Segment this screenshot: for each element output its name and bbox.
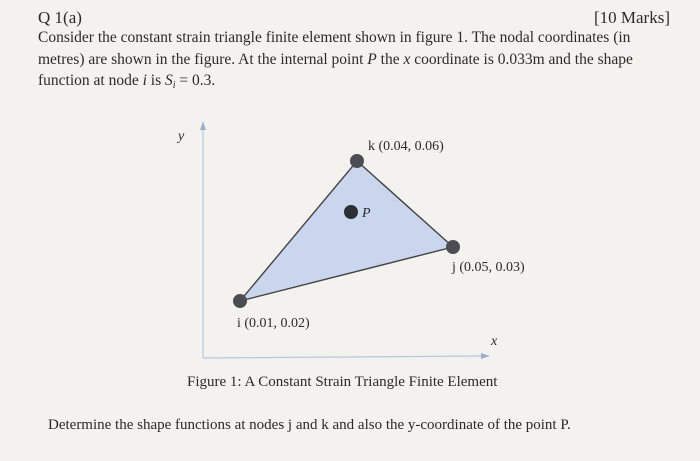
node-j-label: j (0.05, 0.03) bbox=[452, 260, 525, 275]
node-i-label: i (0.01, 0.02) bbox=[237, 316, 310, 331]
text-part-4: is bbox=[146, 72, 166, 89]
text-point-p: P bbox=[367, 50, 377, 68]
y-axis-arrow bbox=[200, 121, 206, 130]
text-s: S bbox=[165, 72, 173, 89]
text-part-5: = 0.3. bbox=[175, 72, 216, 89]
text-part-3: coordinate is 0.033m and the shape function at node bbox=[38, 50, 633, 89]
figure-caption: Figure 1: A Constant Strain Triangle Finite Element bbox=[187, 374, 498, 390]
node-k-label: k (0.04, 0.06) bbox=[368, 139, 444, 154]
point-p-label: P bbox=[362, 206, 371, 221]
x-axis bbox=[203, 356, 482, 358]
x-axis-label: x bbox=[491, 334, 498, 349]
text-s-subscript: i bbox=[172, 80, 176, 91]
text-node-i: i bbox=[142, 72, 147, 89]
question-number: Q 1(a) bbox=[38, 8, 82, 27]
text-x: x bbox=[403, 50, 411, 68]
text-part-2: the bbox=[376, 50, 404, 68]
task-text: Determine the shape functions at nodes j and k and also the y-coordinate of the point P. bbox=[48, 417, 571, 433]
node-j bbox=[446, 240, 460, 254]
marks-badge: [10 Marks] bbox=[593, 8, 670, 27]
triangle-element bbox=[240, 161, 453, 301]
node-i bbox=[233, 294, 247, 308]
text-part-1: Consider the constant strain triangle finite element shown in figure 1. The nodal coordinates (in metres) are shown in the figure. At the internal point bbox=[38, 29, 631, 68]
point-p-marker bbox=[344, 205, 358, 219]
x-axis-arrow bbox=[481, 353, 490, 359]
node-k bbox=[350, 154, 364, 168]
y-axis-label: y bbox=[178, 129, 185, 144]
